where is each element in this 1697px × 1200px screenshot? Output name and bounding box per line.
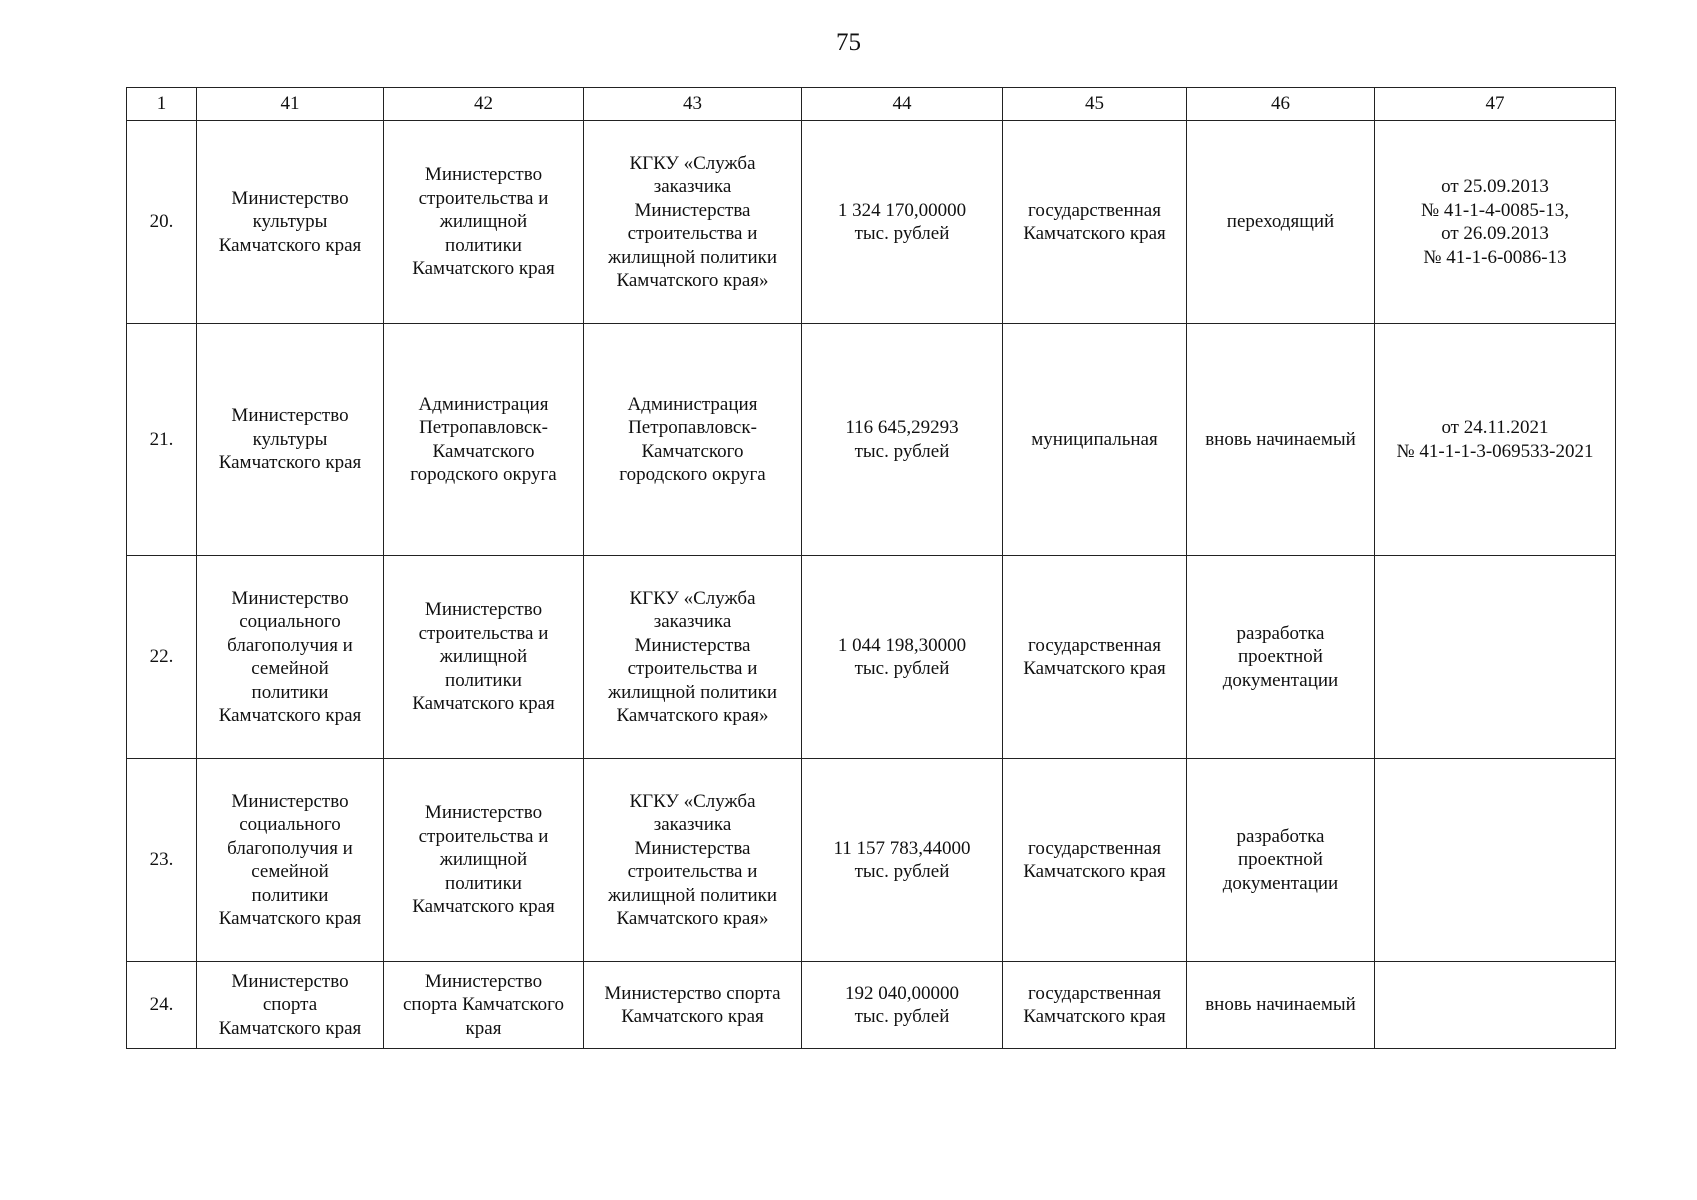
header-cell: 46 xyxy=(1187,88,1375,121)
table-cell: КГКУ «Служба заказчика Министерства строительства и жилищной политики Камчатского края» xyxy=(584,759,802,962)
row-number-cell: 23. xyxy=(127,759,197,962)
table-cell: Администрация Петропавловск- Камчатского городского округа xyxy=(384,324,584,556)
table-cell: 116 645,29293 тыс. рублей xyxy=(802,324,1003,556)
row-number-cell: 24. xyxy=(127,962,197,1049)
header-cell: 44 xyxy=(802,88,1003,121)
table-header-row xyxy=(127,88,1616,121)
header-cell: 45 xyxy=(1003,88,1187,121)
table-cell: КГКУ «Служба заказчика Министерства строительства и жилищной политики Камчатского края» xyxy=(584,121,802,324)
table-cell: Министерство спорта Камчатского края xyxy=(197,962,384,1049)
table-cell: Министерство культуры Камчатского края xyxy=(197,324,384,556)
header-cell: 42 xyxy=(384,88,584,121)
table-cell xyxy=(1375,962,1616,1049)
table-cell: Министерство строительства и жилищной политики Камчатского края xyxy=(384,121,584,324)
table-cell: Министерство строительства и жилищной политики Камчатского края xyxy=(384,759,584,962)
data-table xyxy=(126,87,1616,1049)
header-cell: 41 xyxy=(197,88,384,121)
table-cell: переходящий xyxy=(1187,121,1375,324)
table-cell: Министерство строительства и жилищной политики Камчатского края xyxy=(384,556,584,759)
table-row xyxy=(127,962,1616,1049)
table-cell: разработка проектной документации xyxy=(1187,759,1375,962)
table-cell: разработка проектной документации xyxy=(1187,556,1375,759)
table-cell: Министерство спорта Камчатского края xyxy=(384,962,584,1049)
table-cell: государственная Камчатского края xyxy=(1003,556,1187,759)
table-cell: 1 044 198,30000 тыс. рублей xyxy=(802,556,1003,759)
table-cell: 11 157 783,44000 тыс. рублей xyxy=(802,759,1003,962)
table-cell: муниципальная xyxy=(1003,324,1187,556)
table-cell: от 24.11.2021 № 41-1-1-3-069533-2021 xyxy=(1375,324,1616,556)
table-cell: вновь начинаемый xyxy=(1187,324,1375,556)
table-row xyxy=(127,759,1616,962)
table-cell: Министерство культуры Камчатского края xyxy=(197,121,384,324)
table-cell xyxy=(1375,556,1616,759)
table-row xyxy=(127,324,1616,556)
page-number: 75 xyxy=(836,29,861,56)
table-cell: Министерство социального благополучия и семейной политики Камчатского края xyxy=(197,556,384,759)
row-number-cell: 22. xyxy=(127,556,197,759)
table-cell: Министерство социального благополучия и семейной политики Камчатского края xyxy=(197,759,384,962)
row-number-cell: 20. xyxy=(127,121,197,324)
table-cell: государственная Камчатского края xyxy=(1003,121,1187,324)
table-cell xyxy=(1375,759,1616,962)
table-cell: Администрация Петропавловск- Камчатского городского округа xyxy=(584,324,802,556)
table-row xyxy=(127,556,1616,759)
table-row xyxy=(127,121,1616,324)
header-cell: 43 xyxy=(584,88,802,121)
table-cell: КГКУ «Служба заказчика Министерства строительства и жилищной политики Камчатского края» xyxy=(584,556,802,759)
table-cell: государственная Камчатского края xyxy=(1003,759,1187,962)
table-cell: 192 040,00000 тыс. рублей xyxy=(802,962,1003,1049)
header-cell: 1 xyxy=(127,88,197,121)
table-cell: от 25.09.2013 № 41-1-4-0085-13, от 26.09.2013 № 41-1-6-0086-13 xyxy=(1375,121,1616,324)
table-cell: вновь начинаемый xyxy=(1187,962,1375,1049)
table-cell: государственная Камчатского края xyxy=(1003,962,1187,1049)
row-number-cell: 21. xyxy=(127,324,197,556)
table-cell: 1 324 170,00000 тыс. рублей xyxy=(802,121,1003,324)
header-cell: 47 xyxy=(1375,88,1616,121)
table-cell: Министерство спорта Камчатского края xyxy=(584,962,802,1049)
